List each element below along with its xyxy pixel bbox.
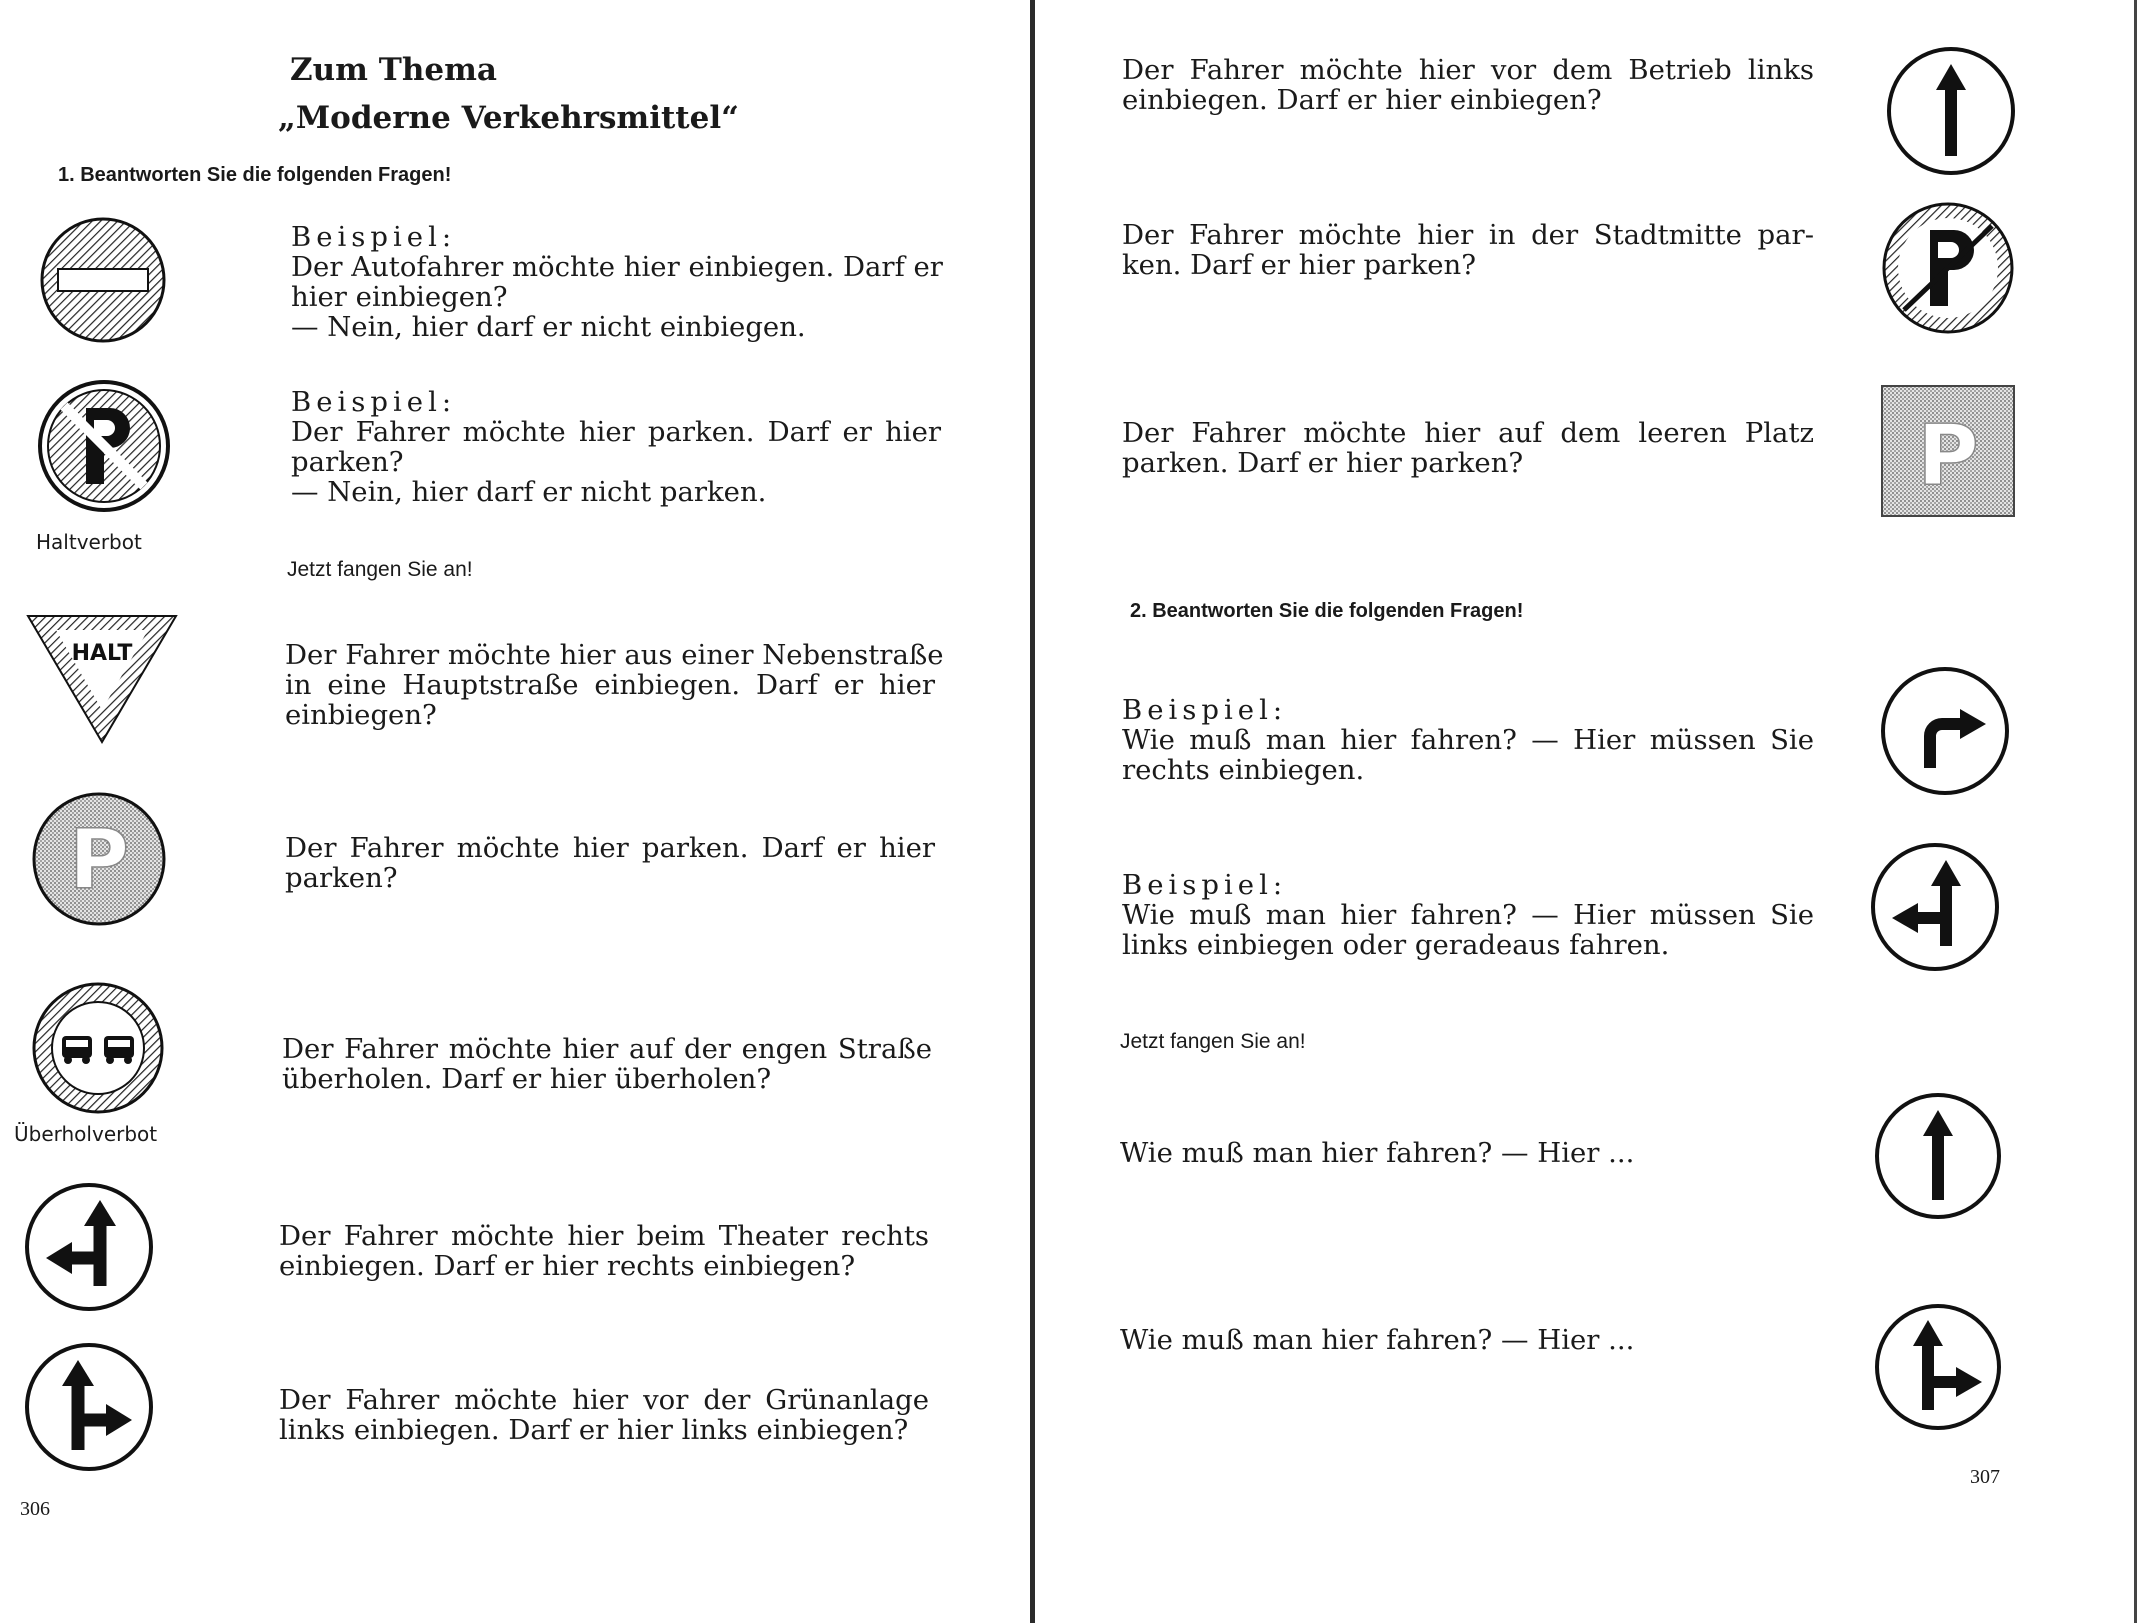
example-4 [1122,870,1814,960]
parking-square-sign-icon [1880,384,2016,518]
halt-sign-text: HALT [71,641,133,666]
question-1 [285,639,944,731]
straight-ahead-sign-icon [1872,1090,2004,1222]
example-line: parken? [291,446,404,478]
no-entry-sign-icon [38,215,168,345]
example-line: links einbiegen oder geradeaus fahren. [1122,929,1670,961]
example-line: rechts einbiegen. [1122,754,1365,786]
question-bottom-1: Wie muß man hier fahren? — Hier ... [1120,1137,1635,1169]
straight-or-left-sign-icon [22,1180,156,1314]
topic-subtitle: „Moderne Verkehrsmittel“ [278,100,739,136]
example-2 [291,387,941,507]
question-line: einbiegen? [285,699,437,731]
question-4 [279,1221,929,1281]
question-line: einbiegen. Darf er hier einbiegen? [1122,84,1602,116]
question-line: ken. Darf er hier parken? [1122,249,1477,281]
question-3 [282,1034,932,1094]
question-line: Der Fahrer möchte hier auf der engen Straße [282,1033,932,1065]
question-line: einbiegen. Darf er hier rechts einbiegen? [279,1250,856,1282]
question-5 [279,1385,929,1445]
sign-letter-p: P [68,813,130,908]
example-label: Beispiel: [1122,869,1288,901]
question-line: überholen. Darf er hier überholen? [282,1063,772,1095]
example-3 [1122,695,1814,785]
question-top-3 [1122,418,1814,478]
straight-or-left-sign-icon [1868,840,2002,974]
halt-yield-sign-icon [24,612,180,746]
example-line: hier einbiegen? [291,281,508,313]
right-page [1036,0,2144,1623]
exercise-1-heading: 1. Beantworten Sie die folgenden Fragen! [58,164,452,186]
question-line: parken. Darf er hier parken? [1122,447,1524,479]
question-line: parken? [285,862,398,894]
example-1 [291,222,941,342]
question-top-1 [1122,55,1814,115]
example-line: Der Fahrer möchte hier parken. Darf er hier [291,416,941,448]
question-line: in eine Hauptstraße einbiegen. Darf er hier [285,669,935,701]
question-bottom-2: Wie muß man hier fahren? — Hier ... [1120,1324,1635,1356]
start-prompt: Jetzt fangen Sie an! [1120,1030,1306,1053]
straight-or-right-sign-icon [1872,1300,2004,1434]
caption-ueberholverbot: Überholverbot [14,1122,158,1146]
no-stopping-sign-icon [1878,200,2018,336]
example-line: Wie muß man hier fahren? — Hier müssen Sie [1122,724,1814,756]
start-prompt: Jetzt fangen Sie an! [287,558,473,581]
question-top-2 [1122,220,1814,280]
example-line: — Nein, hier darf er nicht parken. [291,476,767,508]
question-line: Der Fahrer möchte hier auf dem leeren Platz [1122,417,1814,449]
question-line: Der Fahrer möchte hier vor der Grünanlage [279,1384,929,1416]
book-gutter [1030,0,1035,1623]
question-line: Der Fahrer möchte hier vor dem Betrieb links [1122,54,1814,86]
no-overtaking-sign-icon [30,980,166,1116]
example-line: — Nein, hier darf er nicht einbiegen. [291,311,806,343]
page-number: 306 [20,1498,50,1520]
question-2 [285,833,935,893]
no-stopping-sign-icon [36,378,172,514]
question-line: links einbiegen. Darf er hier links einbiegen? [279,1414,909,1446]
example-label: Beispiel: [291,221,457,253]
example-line: Wie muß man hier fahren? — Hier müssen Sie [1122,899,1814,931]
exercise-2-heading: 2. Beantworten Sie die folgenden Fragen! [1130,600,1524,622]
example-line: Der Autofahrer möchte hier einbiegen. Darf er [291,251,943,283]
question-line: Der Fahrer möchte hier beim Theater rechts [279,1220,929,1252]
question-line: Der Fahrer möchte hier parken. Darf er hier [285,832,935,864]
sign-letter-p: P [1917,406,1979,504]
topic-title: Zum Thema [290,52,497,88]
parking-sign-icon [30,790,168,928]
straight-ahead-sign-icon [1884,44,2018,178]
caption-haltverbot: Haltverbot [36,530,142,554]
left-page [0,0,1030,1623]
page-number: 307 [1970,1466,2000,1488]
example-label: Beispiel: [1122,694,1288,726]
question-line: Der Fahrer möchte hier in der Stadtmitte par- [1122,219,1814,251]
example-label: Beispiel: [291,386,457,418]
straight-or-right-sign-icon [22,1340,156,1474]
turn-right-sign-icon [1878,664,2012,798]
question-line: Der Fahrer möchte hier aus einer Nebenstraße [285,639,944,671]
